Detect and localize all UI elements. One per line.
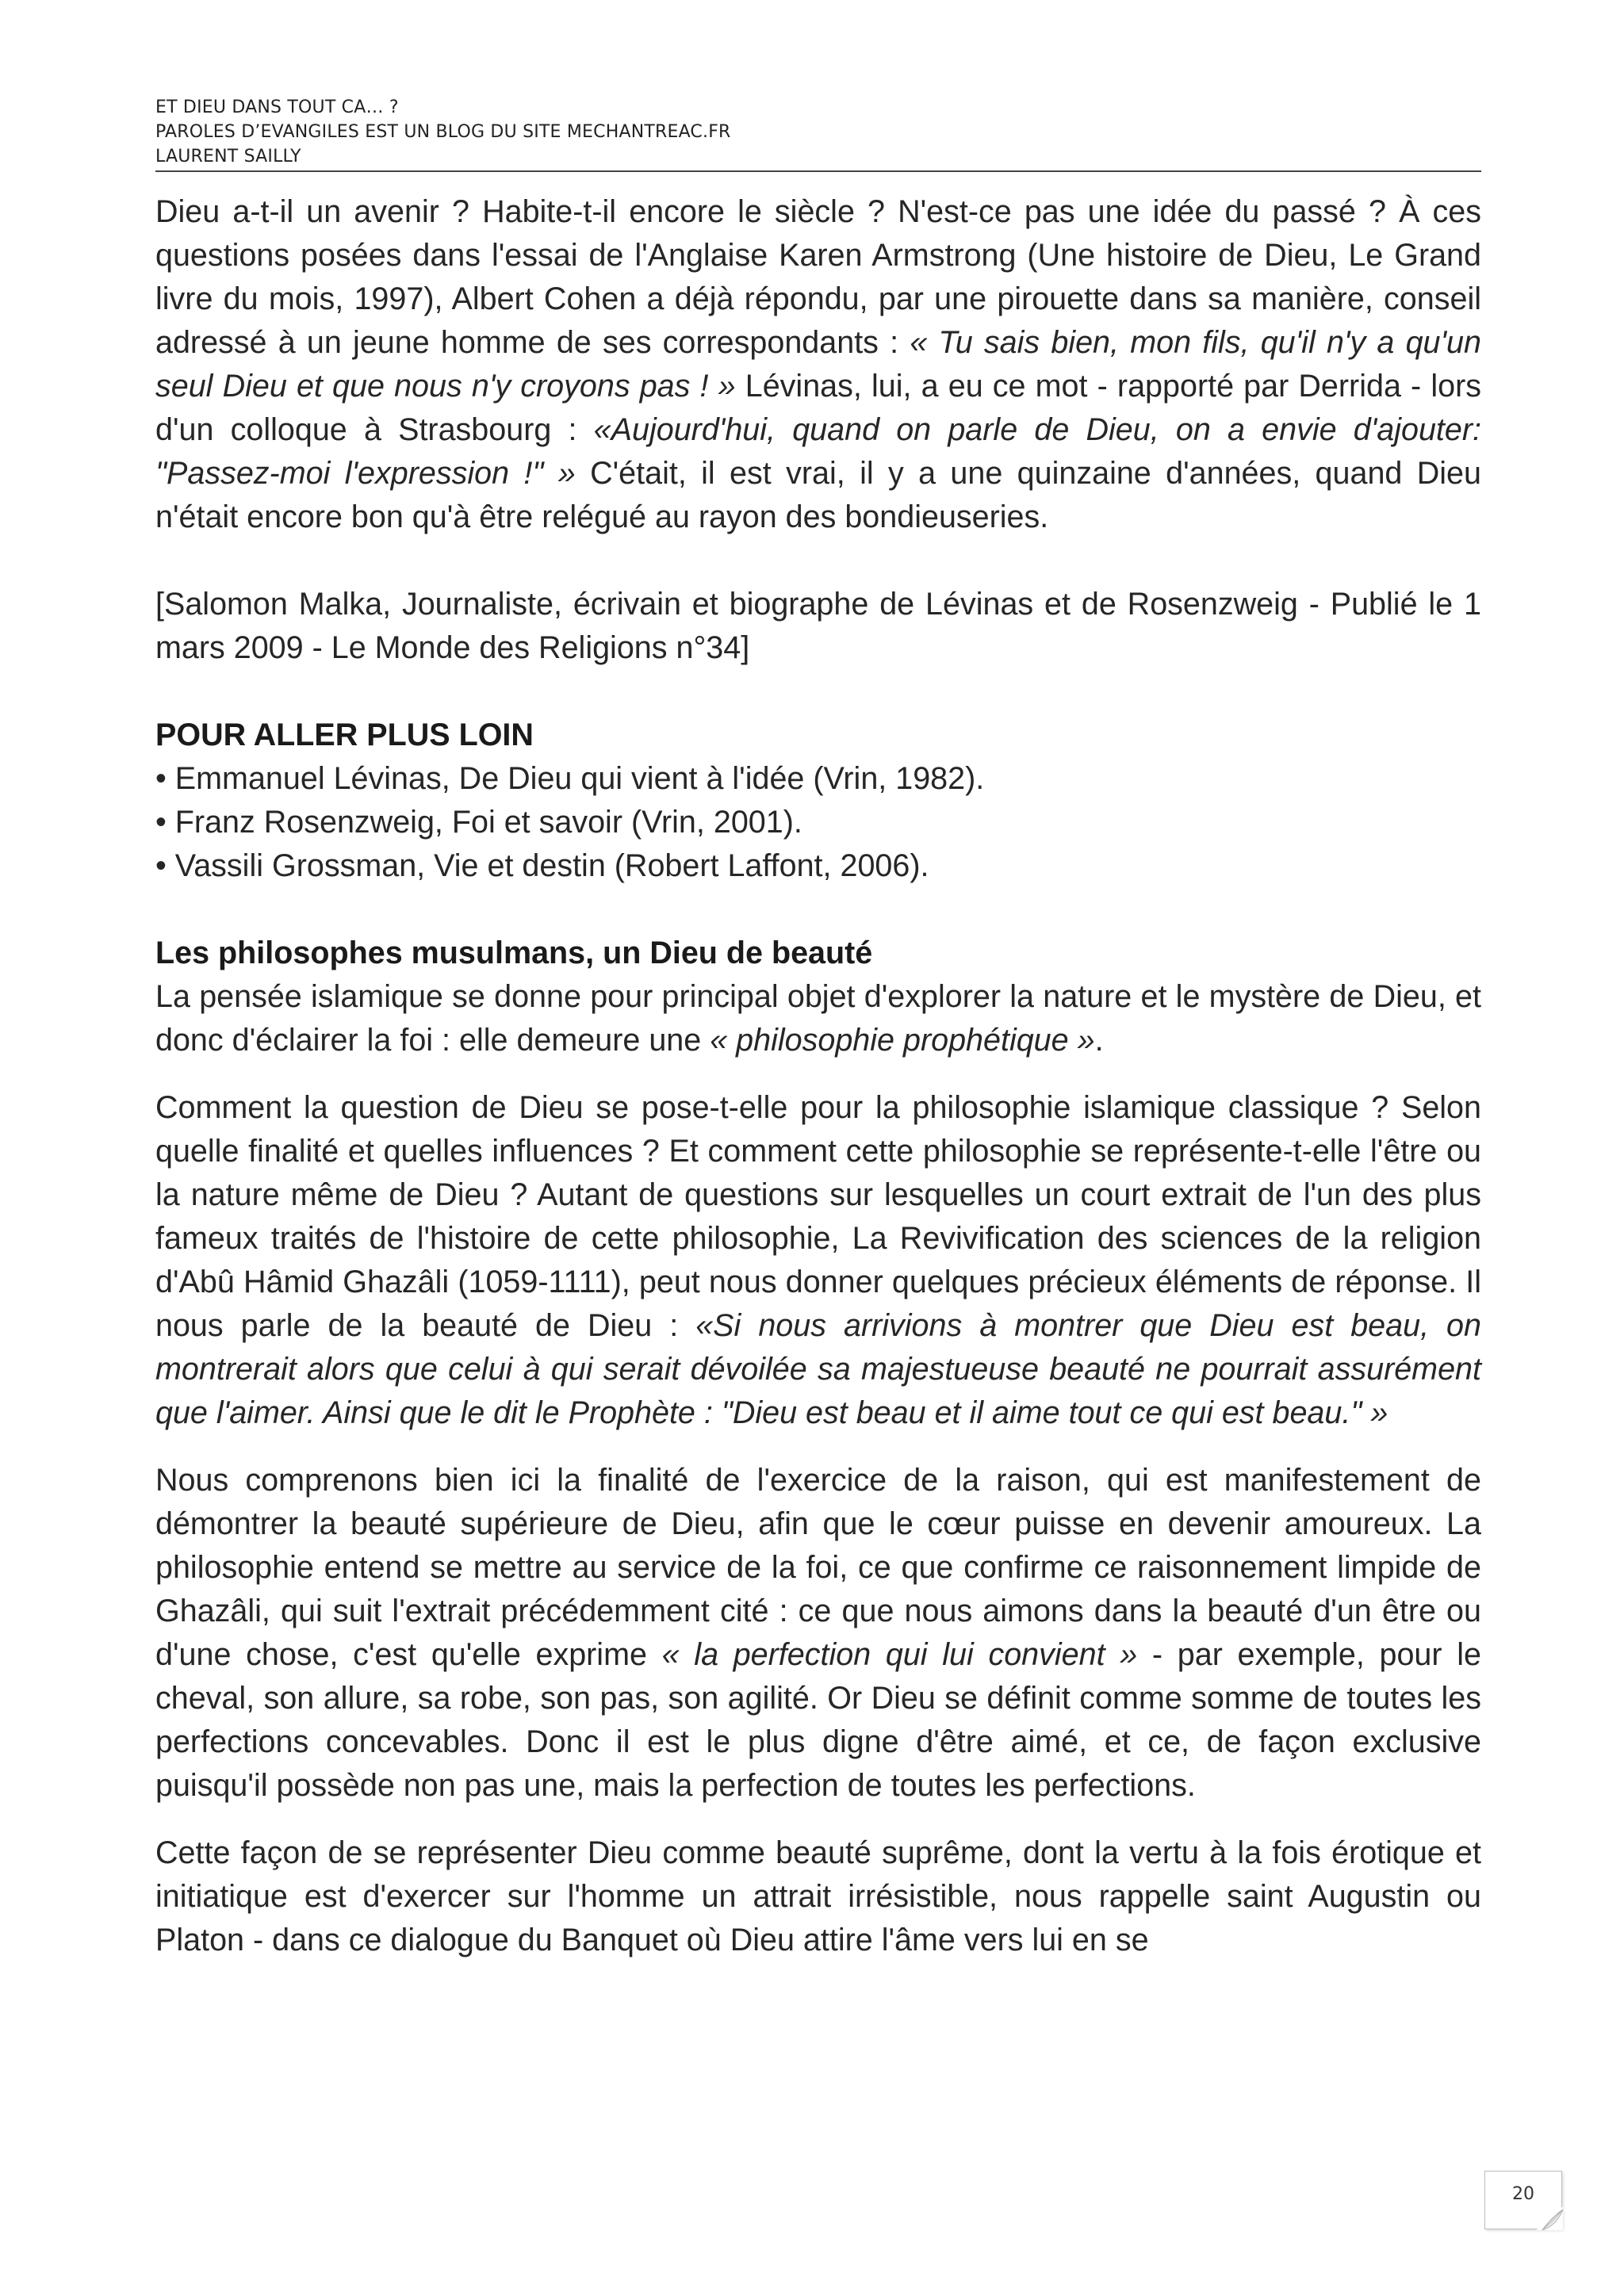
ghazali-paragraph xyxy=(155,1086,1481,1435)
beauty-paragraph: Cette façon de se représenter Dieu comme beauté suprême, dont la vertu à la fois érotique et initiatique est d'exercer sur l'homme un attrait irrésistible, nous rappelle saint Augustin ou Platon - dans ce dialogue du Banquet où Dieu attire l'âme vers lui en se xyxy=(155,1835,1481,1957)
further-reading-item: • Franz Rosenzweig, Foi et savoir (Vrin, 2001). xyxy=(155,805,802,840)
page-curl-icon xyxy=(1536,2206,1563,2230)
perfection-quote: « la perfection qui lui convient » xyxy=(661,1637,1138,1672)
intro-text-1: Dieu a-t-il un avenir ? Habite-t-il encore le siècle ? N'est-ce pas une idée du passé ? À ces questions posées dans l'essai de l'Anglaise Karen Armstrong (Une histoire de Dieu, Le Grand livre du mois, 1997), Albert Cohen a déjà répondu, par une pirouette dans sa manière, conseil adressé à un jeune homme de ses correspondants : xyxy=(155,194,1481,360)
source-citation: [Salomon Malka, Journaliste, écrivain et biographe de Lévinas et de Rosenzweig - Publié le 1 mars 2009 - Le Monde des Religions n°34] xyxy=(155,587,1481,665)
further-reading-list xyxy=(155,757,1481,888)
header-blog-line: PAROLES D’EVANGILES EST UN BLOG DU SITE MECHANTREAC.FR xyxy=(155,122,731,142)
section-heading: Les philosophes musulmans, un Dieu de beauté xyxy=(155,936,873,970)
running-header xyxy=(155,95,1481,172)
further-reading-title: POUR ALLER PLUS LOIN xyxy=(155,718,534,752)
p2-text: La pensée islamique se donne pour principal objet d'explorer la nature et le mystère de Dieu, et donc d'éclairer la foi : elle demeure une xyxy=(155,979,1481,1058)
header-author: LAURENT SAILLY xyxy=(155,147,301,166)
intro-text-2: Lévinas, lui, a eu ce mot - rapporté par Derrida - lors d'un colloque à Strasbourg : xyxy=(155,369,1481,447)
p2-end: . xyxy=(1094,1023,1104,1058)
p4-text-2: - par exemple, pour le cheval, son allure, sa robe, son pas, son agilité. Or Dieu se définit comme somme de toutes les perfections concevables. Donc il est le plus digne d'être aimé, et ce, de façon exclusive puisqu'il possède non pas une, mais la perfection de toutes les perfections. xyxy=(155,1637,1481,1803)
page-number-box xyxy=(1484,2171,1562,2229)
further-reading-item: • Emmanuel Lévinas, De Dieu qui vient à l'idée (Vrin, 1982). xyxy=(155,761,985,796)
page-number: 20 xyxy=(1512,2184,1534,2204)
p3-text: Comment la question de Dieu se pose-t-elle pour la philosophie islamique classique ? Selon quelle finalité et quelles influences ? Et comment cette philosophie se représente-t-elle l'être ou la nature même de Dieu ? Autant de questions sur lesquelles un court extrait de l'un des plus fameux traités de l'histoire de cette philosophie, La Revivification des sciences de la religion d'Abû Hâmid Ghazâli (1059-1111), peut nous donner quelques précieux éléments de réponse. Il nous parle de la beauté de Dieu : xyxy=(155,1090,1481,1343)
cohen-quote: « Tu sais bien, mon fils, qu'il n'y a qu'un seul Dieu et que nous n'y croyons pas ! » xyxy=(155,325,1481,404)
page-body xyxy=(155,190,1481,1962)
header-title: ET DIEU DANS TOUT CA… ? xyxy=(155,98,399,117)
ghazali-quote: «Si nous arrivions à montrer que Dieu est beau, on montrerait alors que celui à qui serait dévoilée sa majestueuse beauté ne pourrait assurément que l'aimer. Ainsi que le dit le Prophète : "Dieu est beau et il aime tout ce qui est beau." » xyxy=(155,1308,1481,1430)
p4-text-1: Nous comprenons bien ici la finalité de l'exercice de la raison, qui est manifestement de démontrer la beauté supérieure de Dieu, afin que le cœur puisse en devenir amoureux. La philosophie entend se mettre au service de la foi, ce que confirme ce raisonnement limpide de Ghazâli, qui suit l'extrait précédemment cité : ce que nous aimons dans la beauté d'un être ou d'une chose, c'est qu'elle exprime xyxy=(155,1463,1481,1672)
p2-quote: « philosophie prophétique » xyxy=(710,1023,1095,1058)
reason-paragraph xyxy=(155,1459,1481,1808)
intro-paragraph xyxy=(155,190,1481,539)
islamic-thought-paragraph xyxy=(155,975,1481,1062)
intro-text-3: C'était, il est vrai, il y a une quinzaine d'années, quand Dieu n'était encore bon qu'à être relégué au rayon des bondieuseries. xyxy=(155,456,1481,534)
levinas-quote: «Aujourd'hui, quand on parle de Dieu, on a envie d'ajouter: "Passez-moi l'expression !" » xyxy=(155,412,1482,491)
further-reading-item: • Vassili Grossman, Vie et destin (Robert Laffont, 2006). xyxy=(155,848,929,883)
